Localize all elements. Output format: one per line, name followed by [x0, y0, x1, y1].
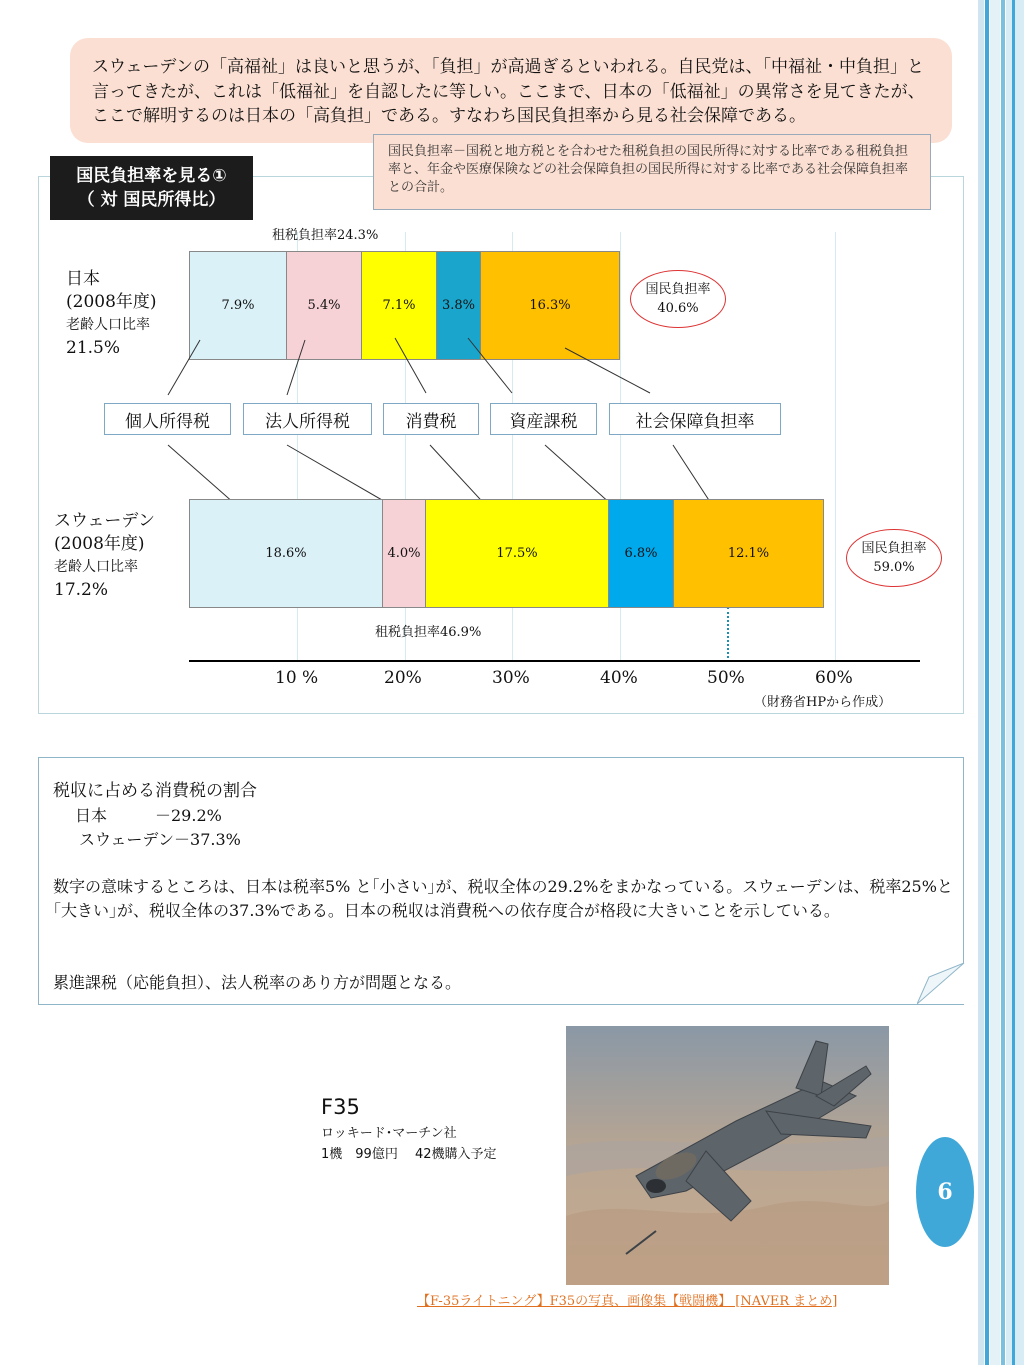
legend-consumption-tax: 消費税 [383, 403, 479, 435]
definition-box: 国民負担率－国税と地方税とを合わせた租税負担の国民所得に対する比率である租税負担率と、年金や医療保険などの社会保障負担の国民所得に対する比率である社会保障負担率との合計。 [373, 134, 931, 210]
bar-segment: 5.4% [287, 252, 362, 359]
bar-segment: 7.1% [362, 252, 437, 359]
intro-text: スウェーデンの「高福祉」は良いと思うが、「負担」が高過ぎるといわれる。自民党は、「中福祉・中負担」と言ってきたが、これは「低福祉」を自認したに等しい。ここまで、日本の「低福祉」の異常さを見てきたが、ここで解明するのは日本の「高負担」である。すなわち国民負担率から見る社会保障である。 [70, 38, 952, 143]
sweden-year: (2008年度) [54, 534, 145, 554]
japan-total-label: 国民負担率 [645, 282, 711, 297]
sweden-total-oval [846, 529, 942, 587]
note-sweden: スウェーデン－37.3% [79, 830, 241, 849]
x-tick: 10 % [275, 668, 319, 688]
note-box [38, 757, 964, 1005]
japan-name: 日本 [66, 269, 100, 289]
sweden-elderly-value: 17.2% [54, 580, 109, 600]
bar-segment: 3.8% [437, 252, 481, 359]
chart-source: （財務省HPから作成） [754, 695, 892, 710]
f35-price: 1機 99億円 42機購入予定 [321, 1147, 497, 1162]
note-japan: 日本 －29.2% [75, 806, 222, 825]
x-tick: 20% [384, 668, 422, 688]
sweden-total-value: 59.0% [873, 560, 915, 575]
f35-photo [566, 1026, 889, 1285]
x-tick: 60% [815, 668, 853, 688]
section-title-line2: （ 対 国民所得比） [77, 190, 226, 210]
page-curl-icon [917, 963, 965, 1005]
f35-maker: ロッキード･マーチン社 [321, 1126, 457, 1141]
legend-social-security: 社会保障負担率 [609, 403, 781, 435]
japan-tax-burden: 租税負担率24.3% [272, 228, 379, 243]
legend-property-tax: 資産課税 [490, 403, 597, 435]
note-conclusion: 累進課税（応能負担）、法人税率のあり方が問題となる。 [53, 973, 462, 992]
legend-corporate-tax: 法人所得税 [243, 403, 372, 435]
sweden-name: スウェーデン [54, 511, 155, 531]
sweden-elderly-label: 老齢人口比率 [54, 559, 138, 575]
bar-segment: 6.8% [609, 500, 674, 607]
sweden-tax-burden: 租税負担率46.9% [375, 625, 482, 640]
legend-individual-income-tax: 個人所得税 [104, 403, 231, 435]
x-tick: 30% [492, 668, 530, 688]
bar-segment: 17.5% [426, 500, 609, 607]
sweden-bar [189, 499, 824, 608]
x-tick: 50% [707, 668, 745, 688]
sweden-total-label: 国民負担率 [861, 541, 927, 556]
bar-segment: 7.9% [190, 252, 287, 359]
section-title-line1: 国民負担率を見る① [76, 166, 227, 186]
bar-segment: 4.0% [383, 500, 426, 607]
japan-elderly-label: 老齢人口比率 [66, 317, 150, 333]
japan-elderly-value: 21.5% [66, 338, 121, 358]
page-number: 6 [916, 1137, 974, 1247]
japan-total-value: 40.6% [657, 301, 699, 316]
bar-segment: 18.6% [190, 500, 383, 607]
f35-title: F35 [321, 1095, 360, 1119]
japan-year: (2008年度) [66, 292, 157, 312]
note-paragraph: 数字の意味するところは、日本は税率5% と｢小さい｣が、税収全体の29.2%をまかなっている。スウェーデンは、税率25%と｢大きい｣が、税収全体の37.3%である。日本の税収は消費税への依存度合が格段に大きいことを示している。 [53, 877, 953, 920]
x-axis [189, 660, 920, 662]
sweden-label [54, 510, 155, 602]
bar-segment: 12.1% [674, 500, 823, 607]
photo-source-link[interactable]: 【F-35ライトニング】F35の写真、画像集【戦闘機】 [NAVER まとめ] [417, 1294, 838, 1309]
bar-segment: 16.3% [481, 252, 619, 359]
x-tick: 40% [600, 668, 638, 688]
note-heading: 税収に占める消費税の割合 [53, 781, 257, 801]
